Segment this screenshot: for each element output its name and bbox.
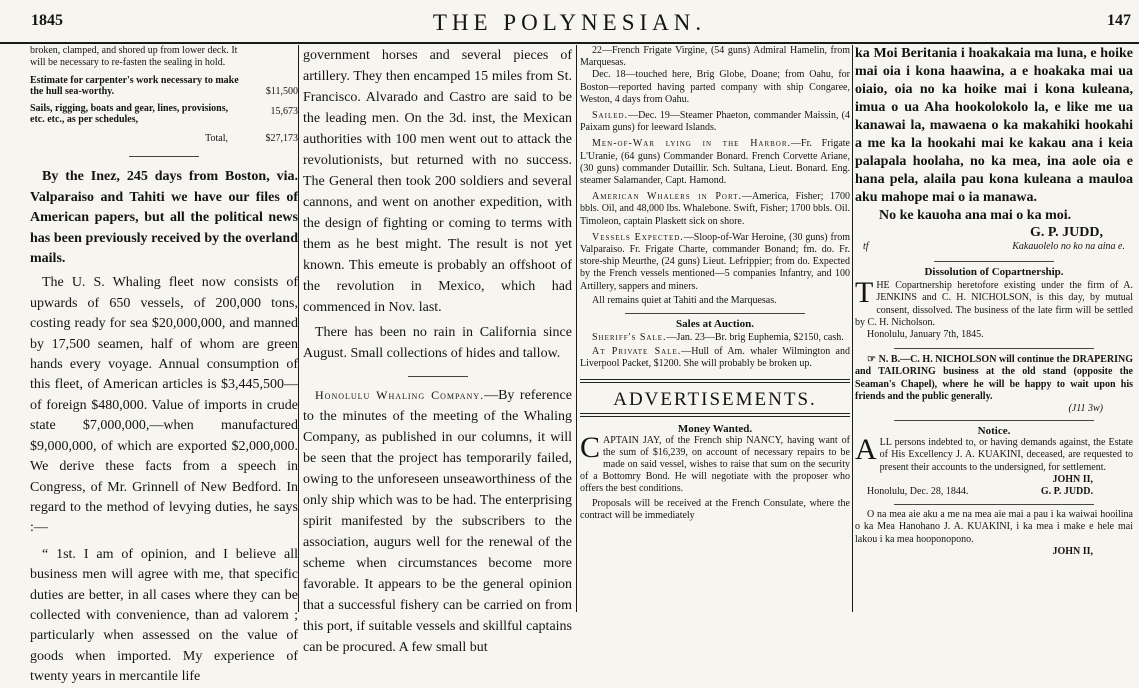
dissolution-notice	[855, 276, 1133, 329]
sheriff-heading: Sheriff's Sale.	[592, 332, 667, 344]
private-sale-text: —Hull of Am. whaler Wilmington and Liverpool Packet, $1200. She will probably be broken up.	[580, 346, 850, 370]
sheriff-text: —Jan. 23—Br. brig Euphemia, $2150, cash.	[666, 332, 844, 344]
money-text: APTAIN JAY, of the French ship NANCY, having want of the sum of $16,239, on account of necessary repairs to be made on said vessel, wishes to raise that sum on the security of a Bottomry Bond. He will negotiate with the proposer who offers the best conditions.	[580, 434, 850, 495]
whaling-company-heading: Honolulu Whaling Company.	[315, 388, 485, 402]
proposals-paragraph: Proposals will be received at the French Consulate, where the contract will be immediately	[580, 497, 850, 521]
quiet-paragraph: All remains quiet at Tahiti and the Marquesas.	[592, 294, 777, 306]
sails-value: 15,673	[270, 105, 298, 117]
estate-notice	[855, 433, 1133, 474]
column-rule-2	[576, 45, 577, 612]
top-line-1: broken, clamped, and shored up from lower deck. It	[30, 45, 238, 56]
sailed-paragraph	[580, 110, 850, 134]
masthead	[0, 0, 1139, 44]
notice-dropcap: A	[855, 433, 877, 467]
advertisements-heading: ADVERTISEMENTS.	[613, 388, 817, 410]
signer-tf: tf	[863, 241, 869, 252]
estimate-label: Estimate for carpenter's work necessary to make the hull sea-worthy.	[30, 75, 239, 98]
signer-title: Kakauolelo no ko na aina e.	[1012, 241, 1125, 252]
separator	[894, 348, 1094, 349]
notice-title: Notice.	[977, 425, 1011, 438]
notice-footer	[867, 486, 1093, 498]
newspaper-title: THE POLYNESIAN.	[432, 10, 707, 35]
estate-text: LL persons indebted to, or having demands against, the Estate of His Excellency J. A. KUAKINI, deceased, are requested to present their accounts to the undersigned, for settlement.	[879, 437, 1133, 473]
notice-signer-2: G. P. JUDD.	[1040, 486, 1093, 498]
nb-notice: ☞ N. B.—C. H. NICHOLSON will continue the DRAPERING and TAILORING business at the old stand (opposite the Seaman's Chapel), where he will be happy to wait upon his friends and the public generally.	[855, 354, 1133, 402]
hawaiian-notice: ka Moi Beritania i hoakakaia ma luna, e hoike mai oia i kona haawina, a e hoakaka mai ua oiaio, oia no ka hoike mai i kona kuleana, imua o ua Aha hookolokolo la, e like me ua kanawai la, mawaena o ka makahiki hookahi a me ka la hookahi mai ke kakau ana i keia palapala hoolaha, no ka mea, ina aole oia e hana pela, alaila pau kona kuleana a mauloa aku mahope mai o ia manawa.	[855, 46, 1133, 205]
separator	[894, 420, 1094, 421]
whaling-fleet-paragraph: The U. S. Whaling fleet now consists of upwards of 650 vessels, of 200,000 tons, costing ready for sea $20,000,000, and manned by 17,500 seamen, half of whom are green hands every voyage. Annual consumption of this fleet, of American articles is $3,445,500—of foreign $480,000. Value of imports in crude state $7,000,000,—when manufactured $9,000,000, of which are exported $2,000,000. We derive these facts from a speech in Congress, of Mr. Grinnell of New Bedford. In regard to the method of levying duties, he says :—	[30, 275, 298, 536]
expected-text: —Sloop-of-War Heroine, (30 guns) from Valparaiso. Fr. Frigate Charte, commander Bonand; fm. do. Fr. store-ship Meurthe, (24 guns) Lieut. Lefrippier; from do. Expected by the French vessels mentioned—5 companies Infantry, and 100 Artillery, sappers and miners.	[580, 231, 850, 292]
separator	[408, 376, 468, 377]
men-of-war-paragraph	[580, 138, 850, 187]
column-rule-1	[298, 45, 299, 612]
money-dropcap: C	[580, 430, 601, 464]
dissolution-date: Honolulu, January 7th, 1845.	[867, 329, 984, 341]
top-line-2: will be necessary to re-fasten the sealing in hold.	[30, 57, 226, 69]
double-rule	[580, 379, 850, 383]
whaling-company-text: —By reference to the minutes of the meeting of the Whaling Company, as published in our columns, it will be seen that the project has temporarily failed, owing to the unforeseen unseaworthiness of the only ship which was to be had. The enterprising spirit manifested by the subscribers to the association, augurs well for the renewal of the scheme when circumstances become more favorable. It appears to be the general opinion that a successful fishery can be carried on from this port, if suitable vessels and skillful captains can be procured. A few small but	[303, 388, 572, 655]
nb-code: (J11 3w)	[1068, 403, 1103, 415]
money-wanted-ad	[580, 430, 850, 496]
men-of-war-text: —Fr. Frigate L'Uranie, (64 guns) Commander Bonard. French Corvette Ariane, (30 guns) commander Dutaillir. Sch. Sultana, Lieut. Bonard. Eng. steamer Salamander, Capt. Hamond.	[580, 138, 850, 187]
signer-name: G. P. JUDD,	[1030, 225, 1103, 240]
notice-date: Honolulu, Dec. 28, 1844.	[867, 486, 969, 498]
sailed-heading: Sailed.	[592, 110, 629, 122]
sheriff-paragraph	[580, 332, 850, 344]
notice-signer-1: JOHN II,	[1052, 473, 1093, 485]
expected-paragraph	[580, 232, 850, 293]
hawaiian-close: No ke kauoha ana mai o ka moi.	[879, 208, 1072, 223]
separator	[894, 504, 1094, 505]
dissolution-title: Dissolution of Copartnership.	[924, 266, 1064, 279]
total-value: $27,173	[265, 133, 298, 145]
double-rule	[580, 413, 850, 417]
whalers-text: —America, Fisher; 1700 bbls. Oil, and 48,000 lbs. Whalebone. Swift, Fisher; 1700 bbls. Oil. Timoleon, captain Plaskett sick on shore.	[580, 191, 850, 227]
year: 1845	[31, 12, 63, 29]
dissolution-dropcap: T	[855, 276, 874, 310]
dissolution-text: HE Copartnership heretofore existing under the firm of A. JENKINS and C. H. NICHOLSON, is this day, by mutual consent, dissolved. The business of the late firm will be settled by C. H. Nicholson.	[855, 280, 1133, 328]
column-1	[30, 45, 298, 685]
separator	[129, 156, 199, 157]
signer-line	[863, 241, 1125, 253]
sailed-text: —Dec. 19—Steamer Phaeton, commander Maissin, (4 Paixam guns) for leeward Islands.	[580, 110, 850, 134]
private-sale-paragraph	[580, 346, 850, 370]
final-signer: JOHN II,	[1052, 545, 1093, 557]
men-of-war-heading: Men-of-War lying in the Harbor.	[592, 138, 792, 150]
whaling-company-paragraph	[303, 385, 572, 658]
sails-label: Sails, rigging, boats and gear, lines, provisions, etc. etc., as per schedules,	[30, 103, 229, 126]
rain-paragraph: There has been no rain in California since August. Small collections of hides and tallow.	[303, 325, 572, 361]
whalers-heading: American Whalers in Port.	[592, 191, 742, 203]
auction-title: Sales at Auction.	[676, 318, 754, 331]
hawaiian-estate-notice: O na mea aie aku a me na mea aie mai a pau i ka waiwai hooilina o ka Mea Hanohano J. A. KUAKINI, i ka mea i make e hele mai lakou i ka mea hooponopono.	[855, 509, 1133, 545]
inez-paragraph: By the Inez, 245 days from Boston, via. Valparaiso and Tahiti we have our files of American papers, but all the political news has been previously received by the overland mails.	[30, 169, 298, 267]
whalers-paragraph	[580, 191, 850, 228]
brig-globe: Dec. 18—touched here, Brig Globe, Doane; from Oahu, for Boston—reported having parted company with ship Congaree, Weston, 4 days from Oahu.	[580, 69, 850, 105]
quote-paragraph: “ 1st. I am of opinion, and I believe all business men will agree with me, that specific duties are better, in all cases where they can be collected with convenience, than ad valorem ; particularly when assessed on the value of goods when imported. My experience of twenty years in mercantile life	[30, 546, 298, 685]
column-rule-3	[852, 45, 853, 612]
estimate-table	[30, 75, 298, 144]
money-wanted-title: Money Wanted.	[677, 422, 753, 435]
page-number: 147	[1107, 12, 1131, 29]
column-2	[303, 45, 572, 655]
california-paragraph: government horses and several pieces of artillery. They then encamped 15 miles from St. Francisco. Alvarado and Castro are said to be the leading men. On the 3d. inst, the Mexican authorities with 100 men went out to attack the revolutionists, but returned with no success. The General then took 200 soldiers and several cannons, and went on another expedition, with the design of fighting or coming to terms with them as he best might. The result is not yet known. This emeute is probably an offshoot of the revolution in Mexico, which had commenced in Nov. last.	[303, 48, 572, 315]
separator	[934, 261, 1054, 262]
column-4	[855, 45, 1133, 612]
total-label: Total,	[205, 133, 228, 145]
separator	[625, 313, 805, 314]
estimate-value: $11,500	[265, 86, 298, 98]
private-sale-heading: At Private Sale.	[592, 346, 682, 358]
frigate-virgine: 22—French Frigate Virgine, (54 guns) Admiral Hamelin, from Marquesas.	[580, 45, 850, 69]
column-3	[580, 45, 850, 612]
expected-heading: Vessels Expected.	[592, 231, 684, 243]
